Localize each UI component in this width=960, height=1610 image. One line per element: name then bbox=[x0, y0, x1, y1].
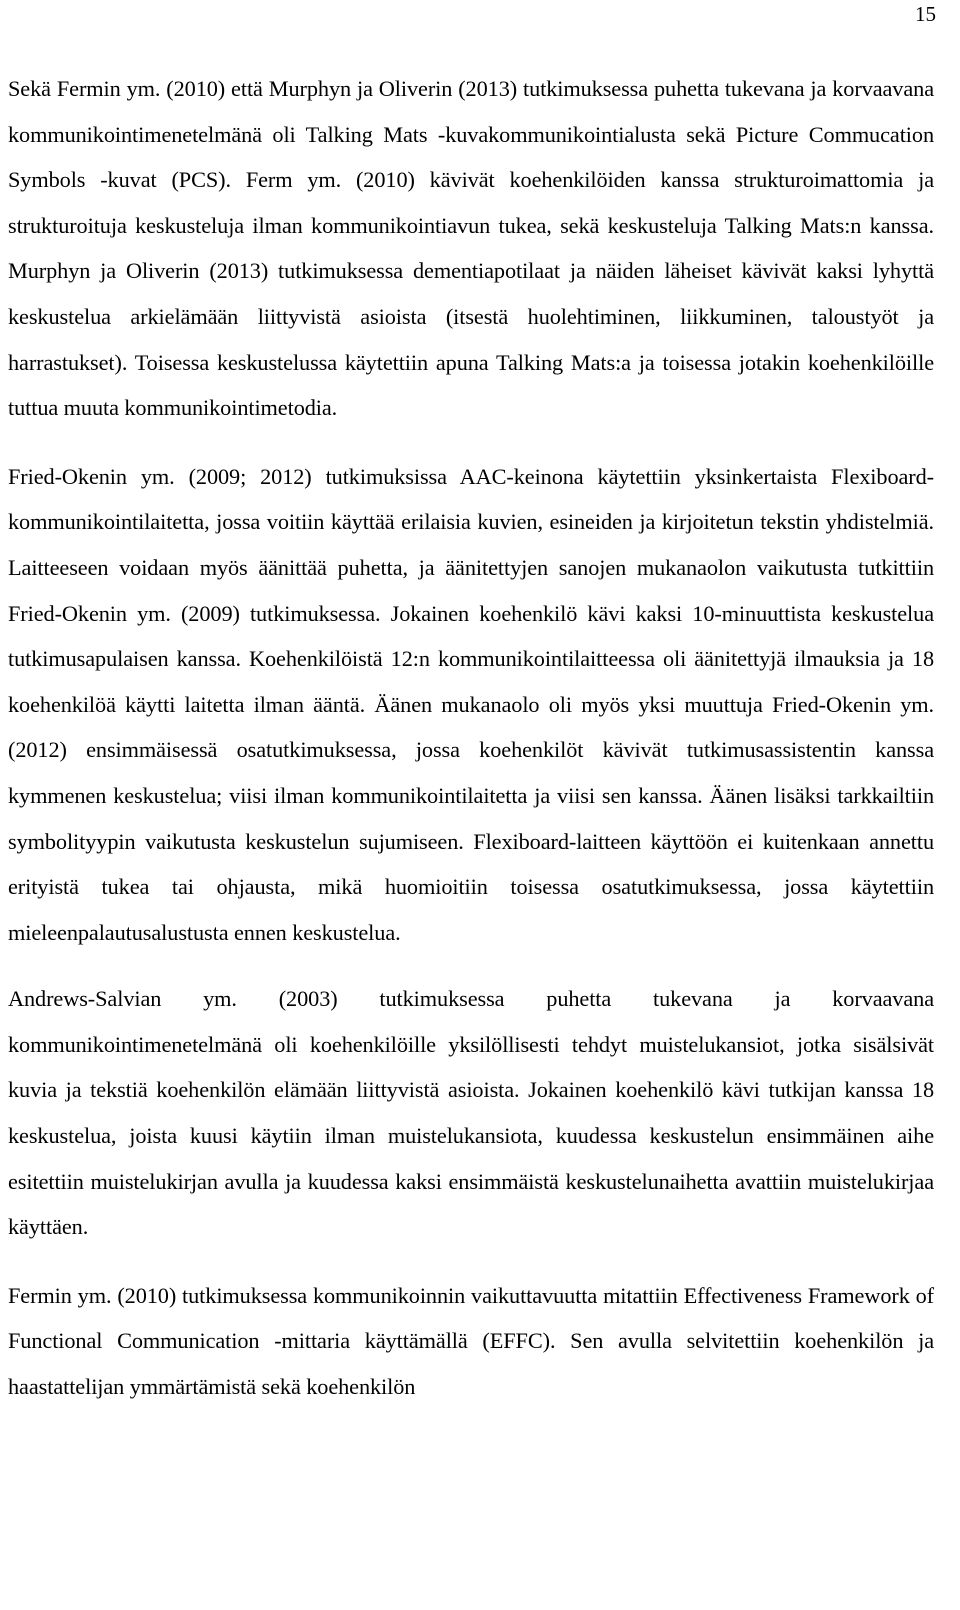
paragraph: Fried-Okenin ym. (2009; 2012) tutkimuksissa AAC-keinona käytettiin yksinkertaista Flexiboard-kommunikointilaitetta, jossa voitiin käyttää erilaisia kuvien, esineiden ja kirjoitetun tekstin yhdistelmiä. Laitteeseen voidaan myös äänittää puhetta, ja äänitettyjen sanojen mukanaolon vaikutusta tutkittiin Fried-Okenin ym. (2009) tutkimuksessa. Jokainen koehenkilö kävi kaksi 10-minuuttista keskustelua tutkimusapulaisen kanssa. Koehenkilöistä 12:n kommunikointilaitteessa oli äänitettyjä ilmauksia ja 18 koehenkilöä käytti laitetta ilman ääntä. Äänen mukanaolo oli myös yksi muuttuja Fried-Okenin ym. (2012) ensimmäisessä osatutkimuksessa, jossa koehenkilöt kävivät tutkimusassistentin kanssa kymmenen keskustelua; viisi ilman kommunikointilaitetta ja viisi sen kanssa. Äänen lisäksi tarkkailtiin symbolityypin vaikutusta keskustelun sujumiseen. Flexiboard-laitteen käyttöön ei kuitenkaan annettu erityistä tukea tai ohjausta, mikä huomioitiin toisessa osatutkimuksessa, jossa käytettiin mieleenpalautusalustusta ennen keskustelua. bbox=[8, 463, 934, 945]
document-body bbox=[8, 66, 934, 1410]
paragraph: Andrews-Salvian ym. (2003) tutkimuksessa puhetta tukevana ja korvaavana kommunikointimenetelmänä oli koehenkilöille yksilöllisesti tehdyt muistelukansiot, jotka sisälsivät kuvia ja tekstiä koehenkilön elämään liittyvistä asioista. Jokainen koehenkilö kävi tutkijan kanssa 18 keskustelua, joista kuusi käytiin ilman muistelukansiota, kuudessa keskustelun ensimmäinen aihe esitettiin muistelukirjan avulla ja kuudessa kaksi ensimmäistä keskustelunaihetta avattiin muistelukirjaa käyttäen. bbox=[8, 986, 934, 1240]
paragraph: Fermin ym. (2010) tutkimuksessa kommunikoinnin vaikuttavuutta mitattiin Effectiveness Framework of Functional Communication -mittaria käyttämällä (EFFC). Sen avulla selvitettiin koehenkilön ja haastattelijan ymmärtämistä sekä koehenkilön bbox=[8, 1282, 934, 1400]
paragraph: Sekä Fermin ym. (2010) että Murphyn ja Oliverin (2013) tutkimuksessa puhetta tukevana ja korvaavana kommunikointimenetelmänä oli Talking Mats -kuvakommunikointialusta sekä Picture Commucation Symbols -kuvat (PCS). Ferm ym. (2010) kävivät koehenkilöiden kanssa strukturoimattomia ja strukturoituja keskusteluja ilman kommunikointiavun tukea, sekä keskusteluja Talking Mats:n kanssa. Murphyn ja Oliverin (2013) tutkimuksessa dementiapotilaat ja näiden läheiset kävivät kaksi lyhyttä keskustelua arkielämään liittyvistä asioista (itsestä huolehtiminen, liikkuminen, taloustyöt ja harrastukset). Toisessa keskustelussa käytettiin apuna Talking Mats:a ja toisessa jotakin koehenkilöille tuttua muuta kommunikointimetodia. bbox=[8, 76, 934, 421]
page-number: 15 bbox=[915, 2, 936, 26]
